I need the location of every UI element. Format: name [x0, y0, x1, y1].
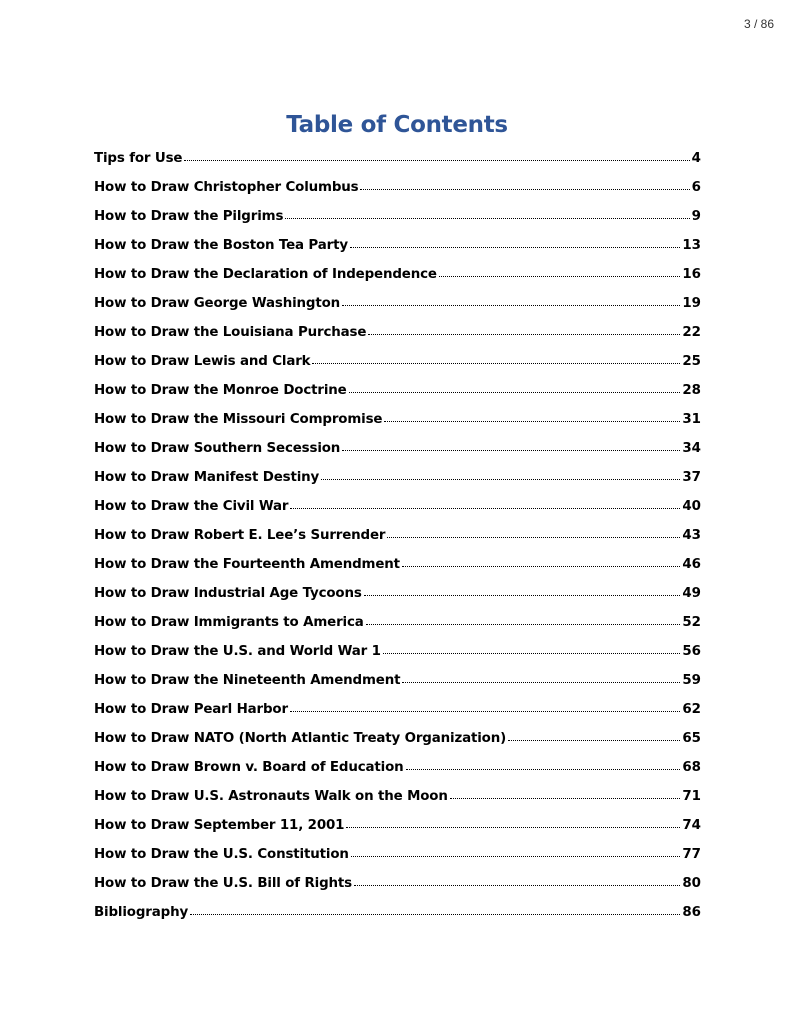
toc-entry-page: 37 — [682, 470, 701, 485]
toc-entry-page: 49 — [682, 586, 701, 601]
toc-entry-page: 56 — [682, 644, 701, 659]
toc-leader-dots — [184, 159, 689, 161]
toc-entry[interactable] — [94, 434, 701, 463]
toc-entry-label: How to Draw Manifest Destiny — [94, 470, 320, 485]
toc-leader-dots — [368, 333, 680, 335]
toc-entry-label: How to Draw George Washington — [94, 296, 341, 311]
page-indicator: 3 / 86 — [743, 17, 774, 31]
toc-leader-dots — [351, 855, 681, 857]
toc-leader-dots — [346, 826, 680, 828]
toc-entry-label: How to Draw Robert E. Lee’s Surrender — [94, 528, 386, 543]
toc-entry-label: How to Draw the Pilgrims — [94, 209, 284, 224]
toc-entry-page: 28 — [682, 383, 701, 398]
toc-entry[interactable] — [94, 376, 701, 405]
toc-entry-label: How to Draw the Missouri Compromise — [94, 412, 383, 427]
toc-entry[interactable] — [94, 579, 701, 608]
toc-entry-page: 19 — [682, 296, 701, 311]
toc-entry-label: Tips for Use — [94, 151, 183, 166]
toc-entry[interactable] — [94, 724, 701, 753]
toc-entry[interactable] — [94, 550, 701, 579]
toc-entry-page: 4 — [691, 151, 701, 166]
toc-entry-label: How to Draw Pearl Harbor — [94, 702, 288, 717]
toc-entry-label: How to Draw the U.S. Bill of Rights — [94, 876, 352, 891]
toc-leader-dots — [508, 739, 680, 741]
toc-leader-dots — [383, 652, 681, 654]
toc-entry-page: 46 — [682, 557, 701, 572]
toc-entry-label: How to Draw the Declaration of Independence — [94, 267, 437, 282]
toc-leader-dots — [349, 391, 681, 393]
toc-entry-label: How to Draw Industrial Age Tycoons — [94, 586, 362, 601]
toc-entry-label: How to Draw the Monroe Doctrine — [94, 383, 347, 398]
toc-entry-page: 31 — [682, 412, 701, 427]
toc-leader-dots — [342, 449, 680, 451]
toc-entry[interactable] — [94, 347, 701, 376]
toc-leader-dots — [312, 362, 680, 364]
toc-entry-page: 71 — [682, 789, 701, 804]
toc-entry-page: 34 — [682, 441, 701, 456]
toc-entry[interactable] — [94, 289, 701, 318]
toc-leader-dots — [360, 188, 689, 190]
toc-list — [94, 144, 701, 927]
toc-leader-dots — [402, 681, 680, 683]
toc-leader-dots — [406, 768, 681, 770]
toc-leader-dots — [190, 913, 680, 915]
toc-entry-page: 40 — [682, 499, 701, 514]
toc-entry-label: How to Draw the Civil War — [94, 499, 289, 514]
toc-entry[interactable] — [94, 405, 701, 434]
toc-entry[interactable] — [94, 753, 701, 782]
toc-entry[interactable] — [94, 869, 701, 898]
toc-entry-label: How to Draw Southern Secession — [94, 441, 341, 456]
toc-entry[interactable] — [94, 666, 701, 695]
toc-entry-label: How to Draw the Louisiana Purchase — [94, 325, 367, 340]
toc-entry[interactable] — [94, 637, 701, 666]
toc-entry-label: How to Draw U.S. Astronauts Walk on the Moon — [94, 789, 448, 804]
toc-entry-page: 43 — [682, 528, 701, 543]
toc-entry-page: 52 — [682, 615, 701, 630]
toc-entry-page: 13 — [682, 238, 701, 253]
toc-entry-page: 9 — [691, 209, 701, 224]
toc-entry-page: 77 — [682, 847, 701, 862]
toc-leader-dots — [350, 246, 680, 248]
toc-entry[interactable] — [94, 492, 701, 521]
toc-entry-label: How to Draw Brown v. Board of Education — [94, 760, 404, 775]
toc-leader-dots — [285, 217, 689, 219]
toc-leader-dots — [402, 565, 680, 567]
toc-entry[interactable] — [94, 173, 701, 202]
toc-leader-dots — [290, 710, 680, 712]
toc-entry[interactable] — [94, 260, 701, 289]
toc-entry-page: 62 — [682, 702, 701, 717]
toc-entry-label: How to Draw the Nineteenth Amendment — [94, 673, 401, 688]
toc-entry-page: 74 — [682, 818, 701, 833]
toc-entry[interactable] — [94, 782, 701, 811]
toc-entry-page: 22 — [682, 325, 701, 340]
toc-entry-page: 65 — [682, 731, 701, 746]
toc-entry-page: 86 — [682, 905, 701, 920]
toc-entry-label: How to Draw the U.S. Constitution — [94, 847, 349, 862]
toc-leader-dots — [354, 884, 680, 886]
toc-entry-label: How to Draw Lewis and Clark — [94, 354, 311, 369]
toc-leader-dots — [387, 536, 680, 538]
toc-leader-dots — [364, 594, 681, 596]
toc-entry[interactable] — [94, 231, 701, 260]
toc-entry-label: How to Draw the U.S. and World War 1 — [94, 644, 381, 659]
toc-entry-label: How to Draw the Boston Tea Party — [94, 238, 348, 253]
toc-entry-label: How to Draw NATO (North Atlantic Treaty Organization) — [94, 731, 507, 746]
toc-leader-dots — [321, 478, 680, 480]
toc-entry[interactable] — [94, 144, 701, 173]
toc-entry-page: 80 — [682, 876, 701, 891]
toc-entry[interactable] — [94, 608, 701, 637]
toc-entry[interactable] — [94, 521, 701, 550]
toc-entry-label: How to Draw Immigrants to America — [94, 615, 364, 630]
toc-entry-page: 16 — [682, 267, 701, 282]
toc-entry-label: How to Draw September 11, 2001 — [94, 818, 345, 833]
toc-leader-dots — [439, 275, 681, 277]
toc-entry-page: 25 — [682, 354, 701, 369]
toc-leader-dots — [290, 507, 680, 509]
toc-entry-label: How to Draw Christopher Columbus — [94, 180, 359, 195]
toc-entry[interactable] — [94, 318, 701, 347]
toc-entry-page: 59 — [682, 673, 701, 688]
toc-leader-dots — [366, 623, 681, 625]
toc-entry[interactable] — [94, 463, 701, 492]
toc-entry[interactable] — [94, 840, 701, 869]
toc-entry[interactable] — [94, 695, 701, 724]
toc-leader-dots — [342, 304, 680, 306]
toc-entry-page: 6 — [691, 180, 701, 195]
toc-entry[interactable] — [94, 202, 701, 231]
toc-entry-label: Bibliography — [94, 905, 189, 920]
toc-entry[interactable] — [94, 898, 701, 927]
toc-entry-label: How to Draw the Fourteenth Amendment — [94, 557, 400, 572]
toc-leader-dots — [450, 797, 681, 799]
toc-entry-page: 68 — [682, 760, 701, 775]
toc-entry[interactable] — [94, 811, 701, 840]
toc-leader-dots — [384, 420, 680, 422]
page-title: Table of Contents — [286, 112, 508, 138]
